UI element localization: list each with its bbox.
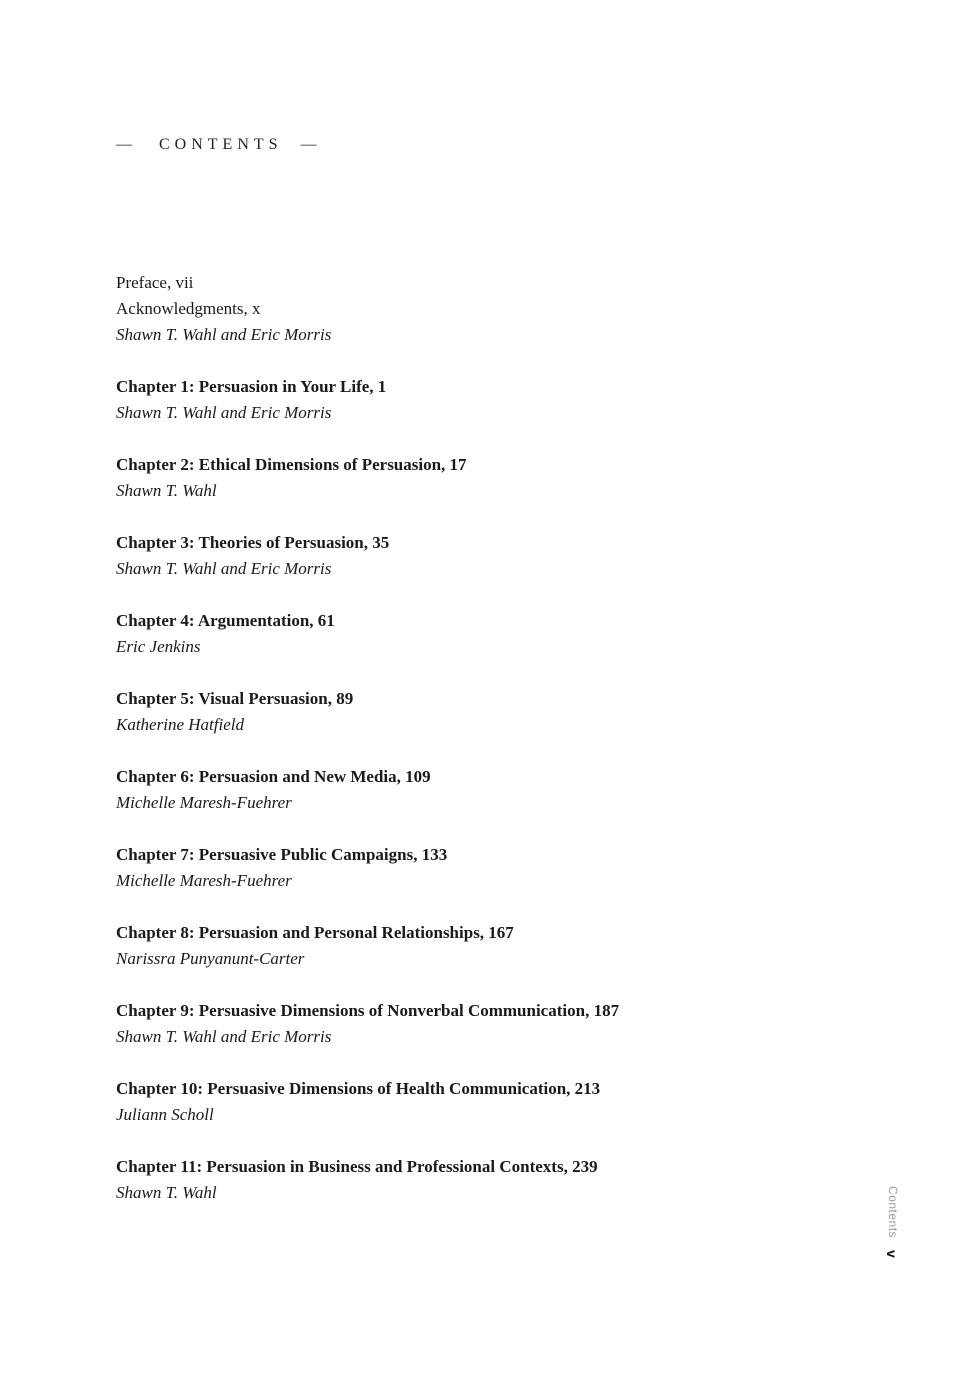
- chapter-entry: [116, 920, 836, 998]
- running-footer-section-label: Contents: [886, 1186, 900, 1239]
- chapter-author: Eric Jenkins: [116, 637, 201, 656]
- chapter-title: Chapter 7: Persuasive Public Campaigns, 133: [116, 845, 448, 864]
- chapter-author: Shawn T. Wahl and Eric Morris: [116, 559, 332, 578]
- chapter-entry: [116, 608, 836, 686]
- chapter-title: Chapter 8: Persuasion and Personal Relationships, 167: [116, 923, 514, 942]
- chapter-author: Shawn T. Wahl: [116, 481, 217, 500]
- front-matter: [116, 270, 836, 348]
- chapter-title: Chapter 3: Theories of Persuasion, 35: [116, 533, 390, 552]
- chapter-entry: [116, 764, 836, 842]
- chapter-entry: [116, 686, 836, 764]
- header-dash-right: —: [300, 136, 317, 153]
- page-title: CONTENTS: [159, 136, 283, 153]
- header-dash-left: —: [116, 136, 132, 153]
- chapter-author: Juliann Scholl: [116, 1105, 214, 1124]
- toc-entry-acknowledgments: Acknowledgments, x: [116, 299, 261, 318]
- front-matter-author: Shawn T. Wahl and Eric Morris: [116, 325, 332, 344]
- chapter-author: Shawn T. Wahl and Eric Morris: [116, 1027, 332, 1046]
- chapter-title: Chapter 5: Visual Persuasion, 89: [116, 689, 354, 708]
- chapter-entry: [116, 452, 836, 530]
- chapter-title: Chapter 10: Persuasive Dimensions of Health Communication, 213: [116, 1079, 601, 1098]
- chapter-entry: [116, 998, 836, 1076]
- chapter-title: Chapter 11: Persuasion in Business and Professional Contexts, 239: [116, 1157, 598, 1176]
- chapter-title: Chapter 9: Persuasive Dimensions of Nonverbal Communication, 187: [116, 1001, 620, 1020]
- chapter-entry: [116, 1154, 836, 1232]
- chapter-list: [116, 374, 836, 1232]
- page-header: [116, 136, 317, 154]
- chapter-title: Chapter 1: Persuasion in Your Life, 1: [116, 377, 387, 396]
- page-number: v: [884, 1250, 900, 1258]
- chapter-entry: [116, 1076, 836, 1154]
- chapter-author: Michelle Maresh-Fuehrer: [116, 793, 292, 812]
- chapter-author: Michelle Maresh-Fuehrer: [116, 871, 292, 890]
- toc-entry-preface: Preface, vii: [116, 273, 194, 292]
- table-of-contents: [116, 270, 836, 1232]
- chapter-entry: [116, 374, 836, 452]
- chapter-title: Chapter 6: Persuasion and New Media, 109: [116, 767, 431, 786]
- chapter-entry: [116, 530, 836, 608]
- chapter-author: Narissra Punyanunt-Carter: [116, 949, 305, 968]
- chapter-entry: [116, 842, 836, 920]
- chapter-title: Chapter 4: Argumentation, 61: [116, 611, 335, 630]
- chapter-author: Shawn T. Wahl: [116, 1183, 217, 1202]
- chapter-author: Shawn T. Wahl and Eric Morris: [116, 403, 332, 422]
- chapter-title: Chapter 2: Ethical Dimensions of Persuasion, 17: [116, 455, 467, 474]
- chapter-author: Katherine Hatfield: [116, 715, 244, 734]
